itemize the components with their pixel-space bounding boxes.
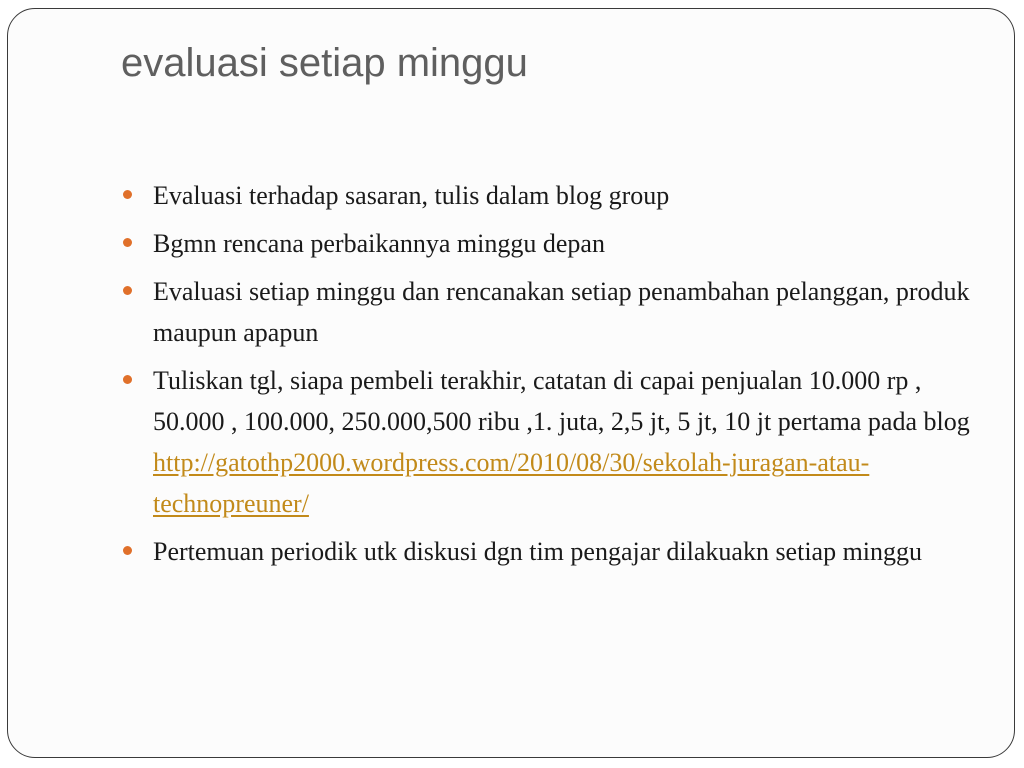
bullet-item	[121, 271, 981, 353]
bullet-dot-icon	[123, 190, 132, 199]
slide-frame	[7, 8, 1015, 758]
bullet-text: Pertemuan periodik utk diskusi dgn tim pengajar dilakuakn setiap minggu	[153, 537, 923, 566]
bullet-item	[121, 223, 981, 264]
bullet-item	[121, 360, 981, 524]
slide-title: evaluasi setiap minggu	[121, 41, 528, 85]
bullet-dot-icon	[123, 238, 132, 247]
bullet-list	[121, 175, 981, 579]
bullet-dot-icon	[123, 286, 132, 295]
bullet-text: Bgmn rencana perbaikannya minggu depan	[153, 229, 605, 258]
bullet-item	[121, 175, 981, 216]
bullet-text: Evaluasi setiap minggu dan rencanakan setiap penambahan pelanggan, produk maupun apapun	[153, 277, 970, 347]
bullet-dot-icon	[123, 546, 132, 555]
bullet-text: Evaluasi terhadap sasaran, tulis dalam blog group	[153, 181, 670, 210]
bullet-text: Tuliskan tgl, siapa pembeli terakhir, catatan di capai penjualan 10.000 rp , 50.000 , 100.000, 250.000,500 ribu ,1. juta, 2,5 jt, 5 jt, 10 jt pertama pada blog	[153, 366, 970, 436]
bullet-item	[121, 531, 981, 572]
bullet-dot-icon	[123, 375, 132, 384]
blog-link[interactable]: http://gatothp2000.wordpress.com/2010/08/30/sekolah-juragan-atau-technopreuner/	[153, 448, 870, 518]
